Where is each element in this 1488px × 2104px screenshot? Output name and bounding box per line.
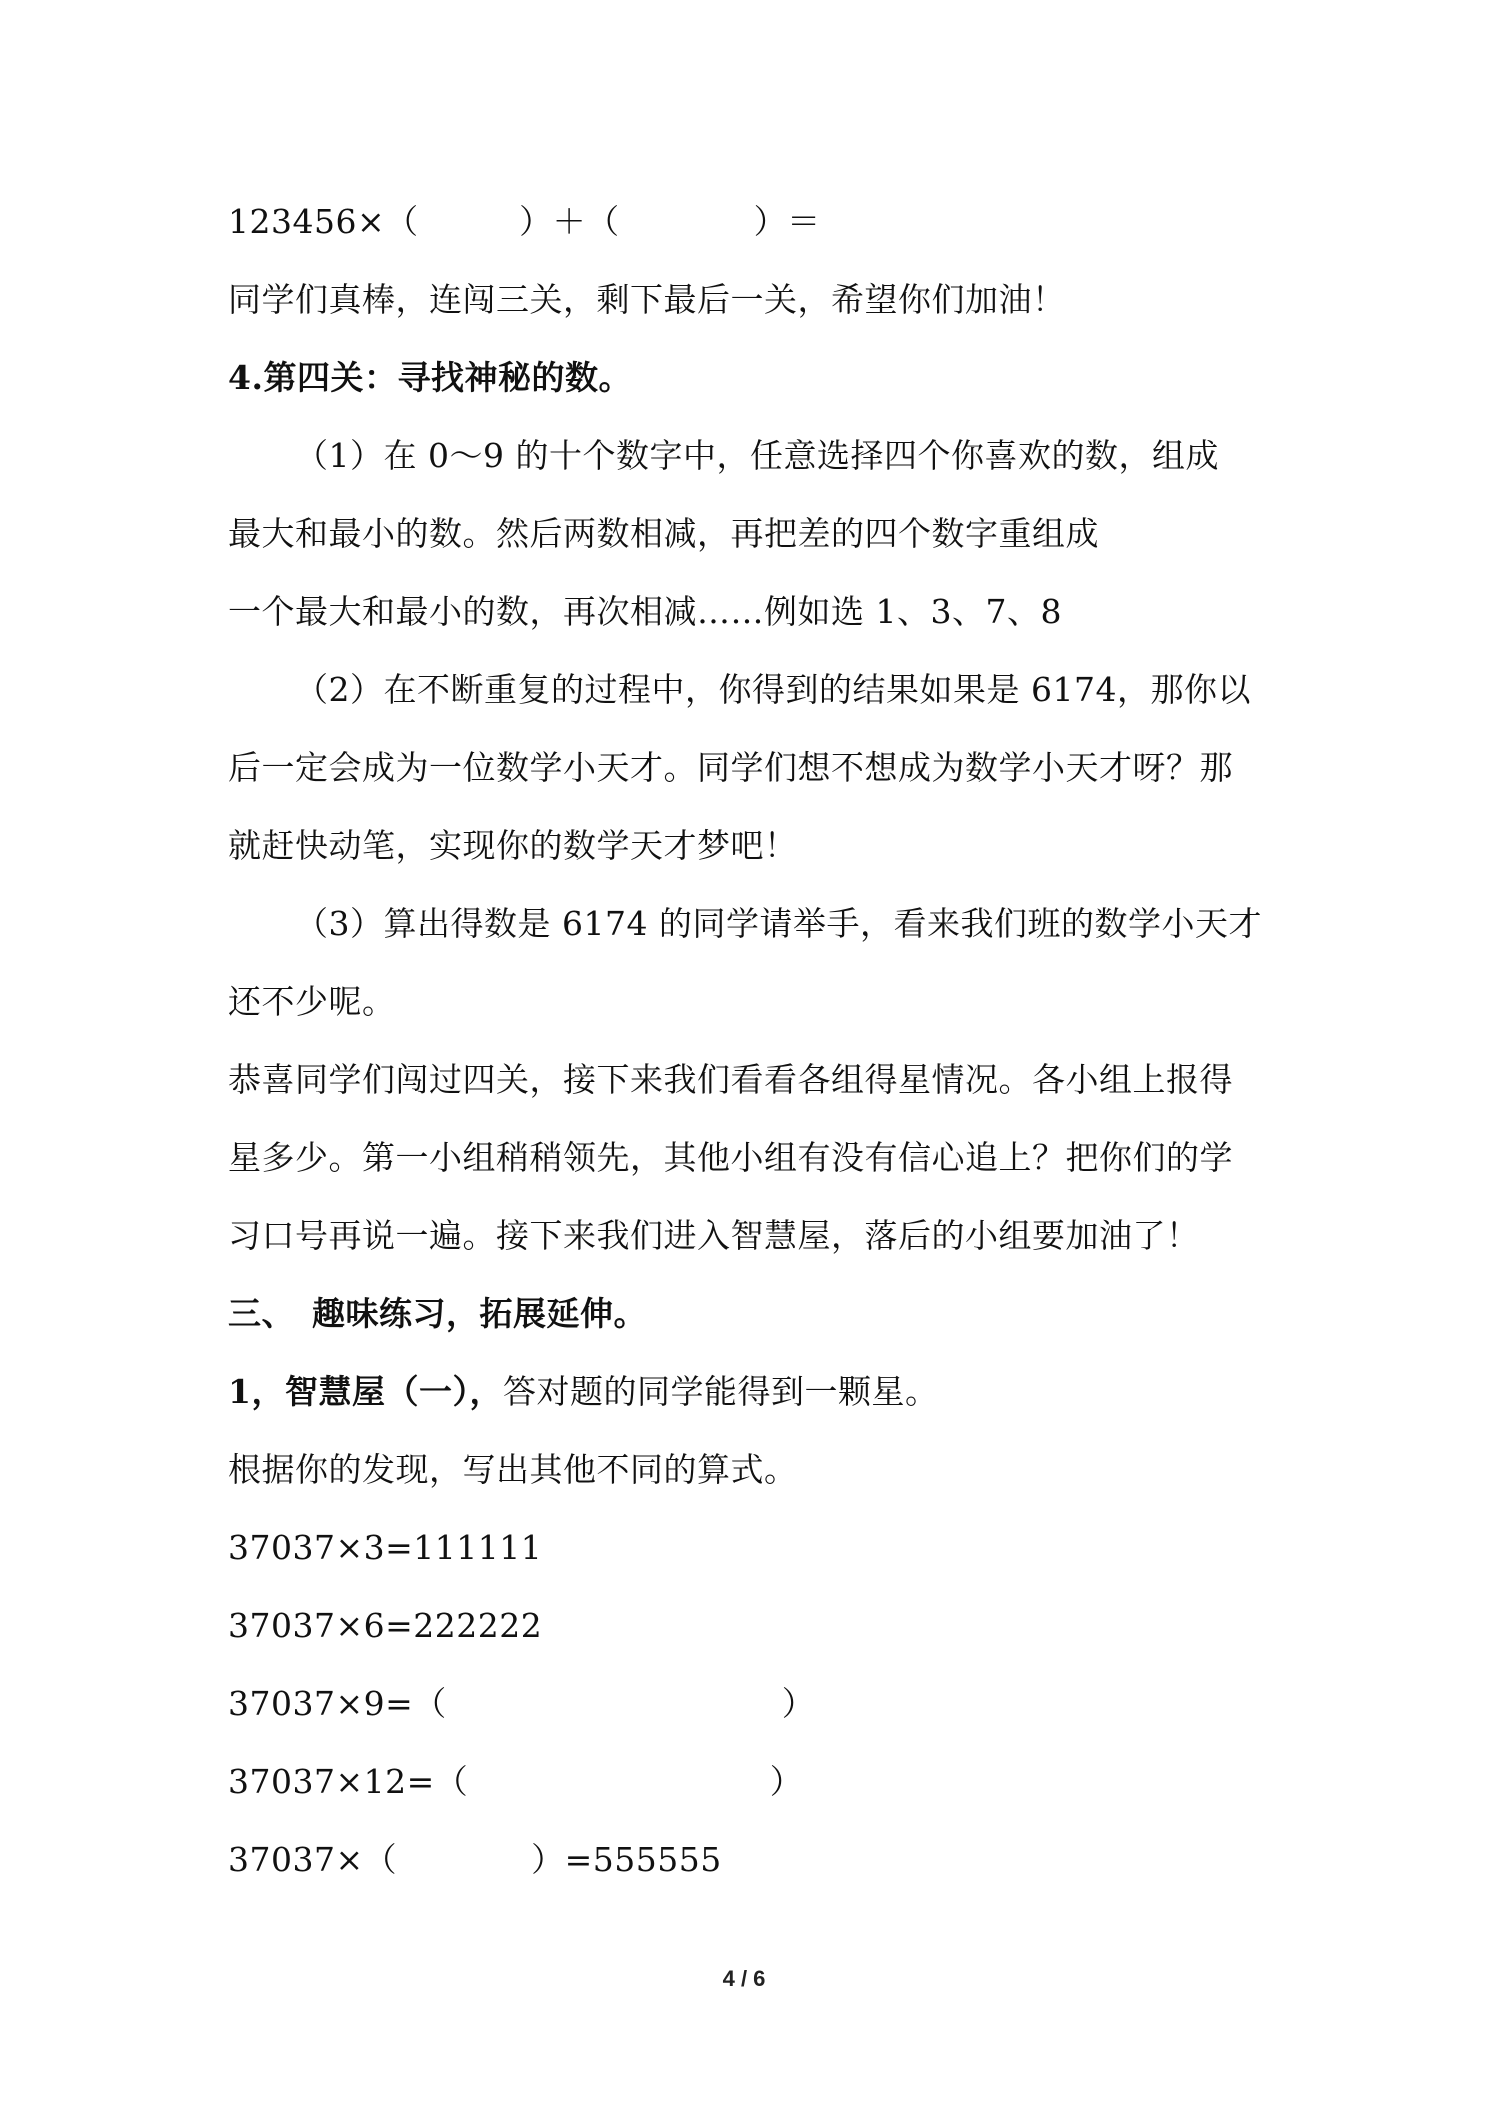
paragraph-step-2-line-3: 就赶快动笔，实现你的数学天才梦吧！ <box>228 826 798 865</box>
equation-37037-times-9: 37037×9=（ ） <box>228 1684 816 1723</box>
paragraph-step-2-line-1: （2）在不断重复的过程中，你得到的结果如果是 6174，那你以 <box>295 670 1251 709</box>
paragraph-step-3-line-1: （3）算出得数是 6174 的同学请举手，看来我们班的数学小天才 <box>295 904 1262 943</box>
paragraph-step-1-line-2: 最大和最小的数。然后两数相减，再把差的四个数字重组成 <box>228 514 1099 553</box>
equation-37037-times-12: 37037×12=（ ） <box>228 1762 804 1801</box>
wisdom-house-intro <box>228 1362 1288 1422</box>
paragraph-step-1-line-1: （1）在 0～9 的十个数字中，任意选择四个你喜欢的数，组成 <box>295 436 1219 475</box>
paragraph-step-3-line-2: 还不少呢。 <box>228 982 396 1021</box>
equation-37037-times-6: 37037×6=222222 <box>228 1606 543 1645</box>
paragraph-summary-line-3: 习口号再说一遍。接下来我们进入智慧屋，落后的小组要加油了！ <box>228 1216 1200 1255</box>
paragraph-summary-line-2: 星多少。第一小组稍稍领先，其他小组有没有信心追上？把你们的学 <box>228 1138 1233 1177</box>
section-heading-three: 三、 趣味练习，拓展延伸。 <box>228 1294 647 1333</box>
wisdom-house-title: 1，智慧屋（一）， <box>228 1372 503 1411</box>
wisdom-house-note: 答对题的同学能得到一颗星。 <box>502 1372 939 1411</box>
paragraph-step-1-line-3: 一个最大和最小的数，再次相减……例如选 1、3、7、8 <box>228 592 1062 631</box>
paragraph-summary-line-1: 恭喜同学们闯过四关，接下来我们看看各组得星情况。各小组上报得 <box>228 1060 1233 1099</box>
equation-37037-result-555555: 37037×（ ）=555555 <box>228 1840 722 1879</box>
encouragement-text: 同学们真棒，连闯三关，剩下最后一关，希望你们加油！ <box>228 280 1066 319</box>
paragraph-step-2-line-2: 后一定会成为一位数学小天才。同学们想不想成为数学小天才呀？那 <box>228 748 1233 787</box>
equation-37037-times-3: 37037×3=111111 <box>228 1528 543 1567</box>
instruction-text: 根据你的发现，写出其他不同的算式。 <box>228 1450 798 1489</box>
equation-123456: 123456×（ ）＋（ ）＝ <box>228 202 821 241</box>
section-heading-level-4: 4.第四关：寻找神秘的数。 <box>228 358 632 397</box>
page-number: 4 / 6 <box>722 1966 766 1991</box>
